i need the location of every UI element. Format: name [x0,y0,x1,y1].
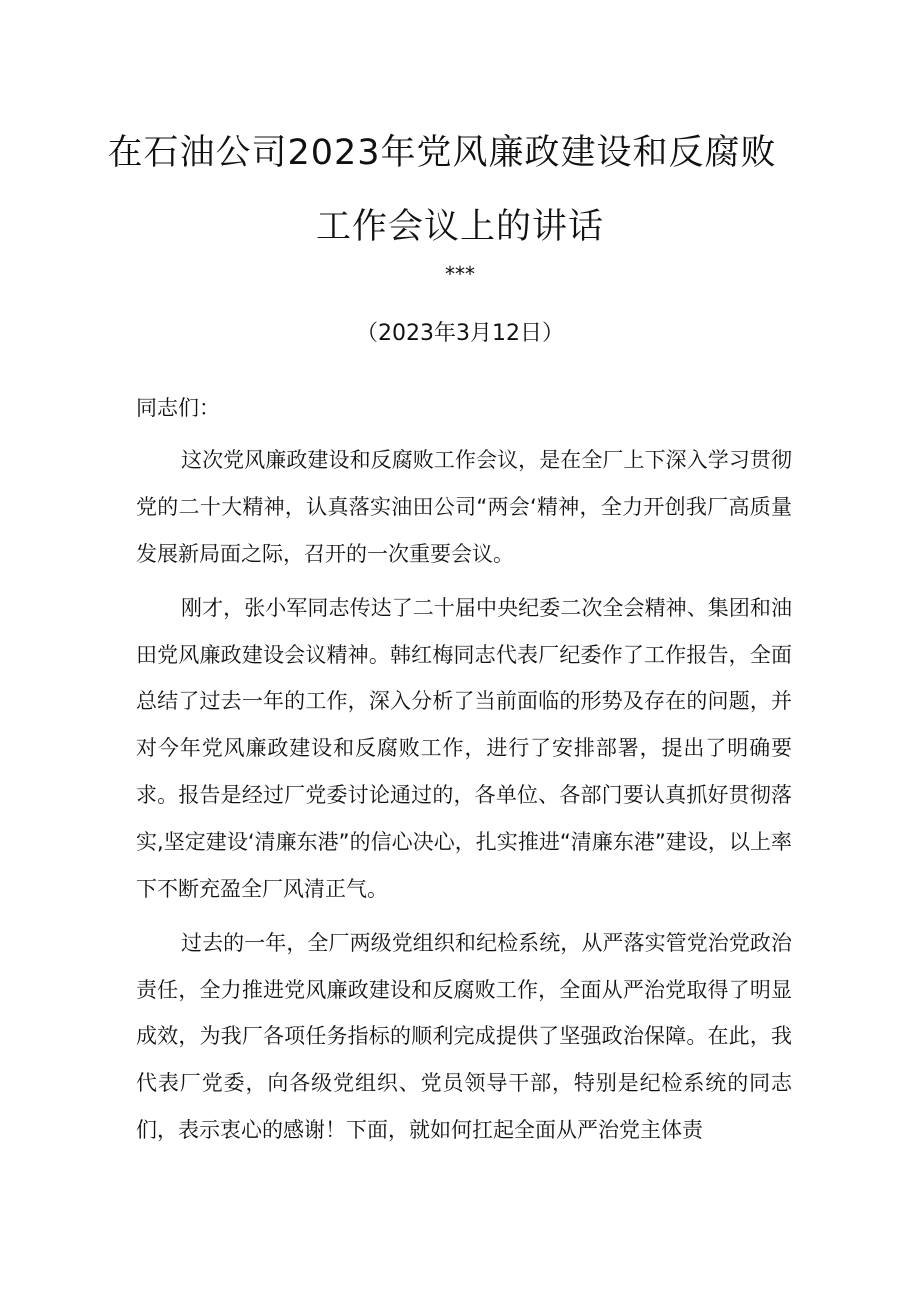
speech-date: （2023年3月12日） [356,321,564,346]
paragraph-3: 过去的一年，全厂两级党组织和纪检系统，从严落实管党治党政治责任，全力推进党风廉政建设和反腐败工作，全面从严治党取得了明显成效，为我厂各项任务指标的顺利完成提供了坚强政治保障。在此，我代表厂党委，向各级党组织、党员领导干部，特别是纪检系统的同志们，表示衷心的感谢！下面，就如何扛起全面从严治党主体责 [136,930,792,1142]
body-text [136,437,792,1161]
paragraph-1: 这次党风廉政建设和反腐败工作会议，是在全厂上下深入学习贯彻党的二十大精神，认真落实油田公司“两会‘精神，全力开创我厂高质量发展新局面之际，召开的一次重要会议。 [136,448,792,566]
salutation: 同志们： [136,396,220,420]
author: *** [445,262,475,286]
title-line-2: 工作会议上的讲话 [315,207,604,247]
paragraph-2: 刚才，张小军同志传达了二十届中央纪委二次全会精神、集团和油田党风廉政建设会议精神。韩红梅同志代表厂纪委作了工作报告，全面总结了过去一年的工作，深入分析了当前面临的形势及存在的问题，并对今年党风廉政建设和反腐败工作，进行了安排部署，提出了明确要求。报告是经过厂党委讨论通过的，各单位、各部门要认真抓好贯彻落实,坚定建设‘清廉东港”的信心决心，扎实推进“清廉东港”建设，以上率下不断充盈全厂风清正气。 [136,595,792,901]
title-line-1: 在石油公司2023年党风廉政建设和反腐败 [107,133,777,173]
